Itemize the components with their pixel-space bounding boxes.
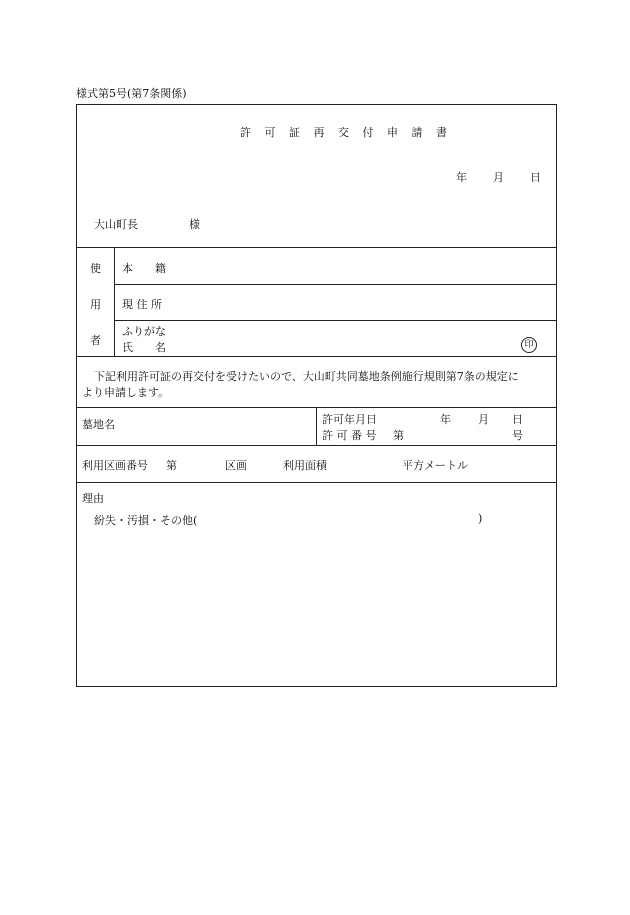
permit-day: 日 bbox=[512, 413, 523, 426]
reason-label: 理由 bbox=[82, 492, 104, 505]
permit-number-suffix: 号 bbox=[512, 429, 523, 442]
plot-number-label: 利用区画番号 bbox=[82, 459, 148, 472]
reason-close-paren: ) bbox=[478, 512, 483, 525]
user-label-char: 用 bbox=[90, 298, 101, 311]
plot-area-label: 利用面積 bbox=[283, 459, 327, 472]
user-label-char: 者 bbox=[90, 334, 101, 347]
user-label-char: 使 bbox=[90, 262, 101, 275]
plot-section-label: 区画 bbox=[225, 459, 247, 472]
date-year: 年 bbox=[456, 171, 467, 184]
name-label: 氏 名 bbox=[122, 341, 166, 354]
date-day: 日 bbox=[530, 171, 541, 184]
divider bbox=[76, 445, 557, 446]
divider bbox=[76, 482, 557, 483]
permit-date-label: 許可年月日 bbox=[322, 413, 377, 426]
permit-month: 月 bbox=[478, 413, 489, 426]
page-title: 許 可 証 再 交 付 申 請 書 bbox=[240, 126, 452, 139]
statement-text: 下記利用許可証の再交付を受けたいので、大山町共同墓地条例施行規則第7条の規定に bbox=[94, 370, 519, 383]
cemetery-name-label: 墓地名 bbox=[82, 418, 115, 431]
seal-stamp: 印 bbox=[521, 337, 537, 353]
divider bbox=[316, 407, 317, 445]
honseki-label: 本 籍 bbox=[122, 262, 166, 275]
plot-number-prefix: 第 bbox=[166, 459, 177, 472]
plot-area-unit: 平方メートル bbox=[402, 459, 468, 472]
date-month: 月 bbox=[493, 171, 504, 184]
permit-year: 年 bbox=[440, 413, 451, 426]
divider bbox=[114, 320, 557, 321]
furigana-label: ふりがな bbox=[122, 325, 166, 338]
permit-number-prefix: 第 bbox=[393, 429, 404, 442]
divider bbox=[114, 247, 115, 356]
divider bbox=[114, 284, 557, 285]
addressee-name: 大山町長 bbox=[94, 218, 138, 231]
statement-text: より申請します。 bbox=[82, 386, 170, 399]
divider bbox=[76, 356, 557, 357]
divider bbox=[76, 247, 557, 248]
addressee-honorific: 様 bbox=[189, 218, 200, 231]
reason-options: 紛失・汚損・その他( bbox=[94, 514, 198, 527]
form-number-label: 様式第5号(第7条関係) bbox=[76, 87, 187, 100]
address-label: 現 住 所 bbox=[122, 298, 162, 311]
permit-number-label: 許 可 番 号 bbox=[322, 429, 377, 442]
